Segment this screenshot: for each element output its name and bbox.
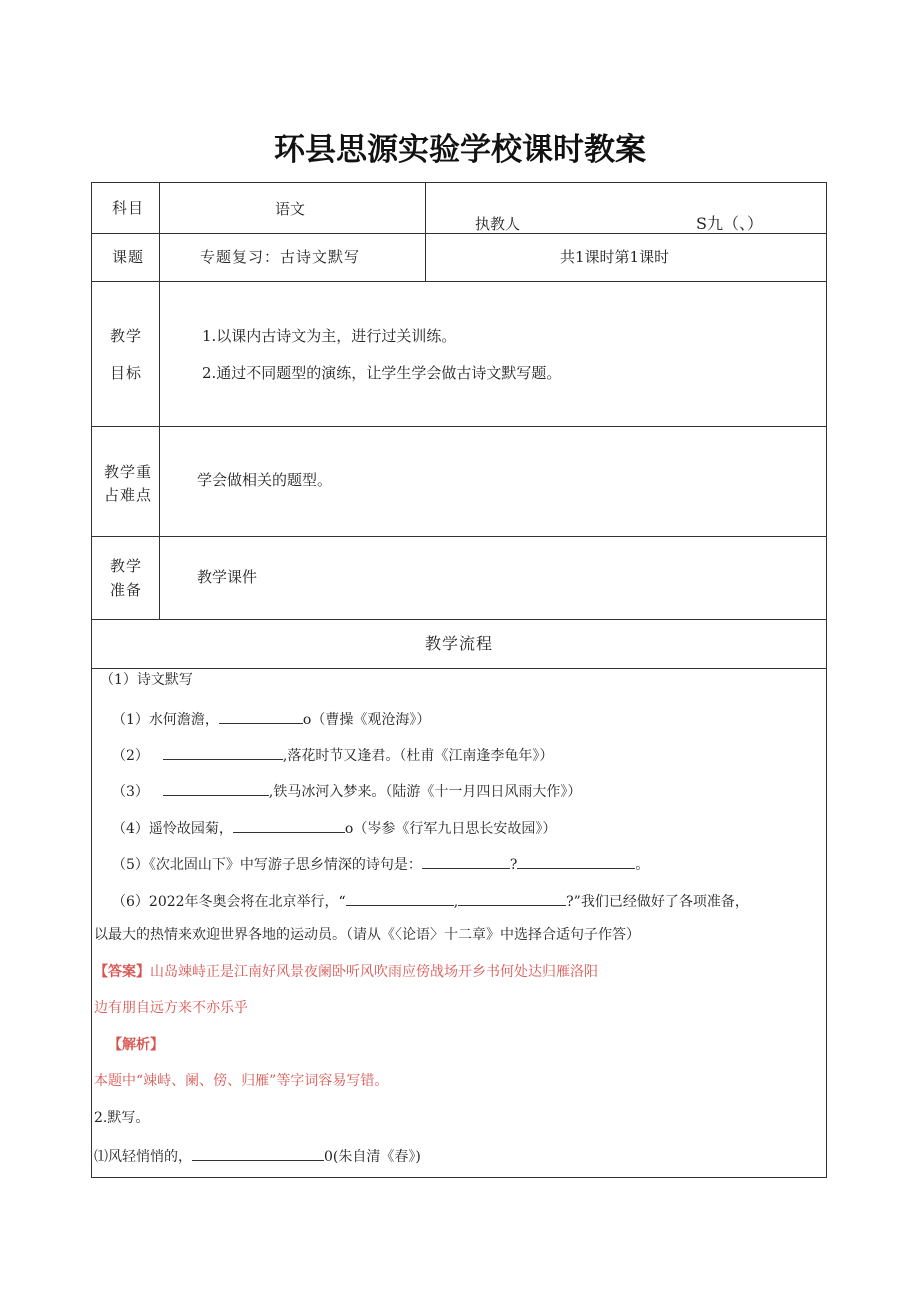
lesson-plan-table — [91, 182, 827, 1178]
goals-label-1: 教学 — [110, 327, 143, 345]
analysis-tag: 【解析】 — [108, 1037, 164, 1053]
class-value: S九（、） — [696, 214, 763, 233]
section2-question-1: ⑴风轻悄悄的， 0(朱自清《春》) — [94, 1149, 421, 1165]
goal-item-1: 1.以课内古诗文为主，进行过关训练。 — [202, 327, 457, 345]
answer-blank — [192, 1147, 324, 1161]
row-divider — [92, 426, 826, 427]
analysis-text: 本题中“竦峙、阑、傍、归雁”等字词容易写错。 — [94, 1073, 389, 1089]
row-divider — [92, 619, 826, 620]
answer-blank — [422, 855, 510, 869]
row-divider — [92, 233, 826, 234]
question-4: （4）遥怜故园菊， o（岑参《行军九日思长安故园》） — [112, 821, 557, 837]
section2-title: 2.默写。 — [94, 1110, 150, 1126]
question-1: （1）水何澹澹， o（曹操《观沧海》） — [112, 712, 431, 728]
question-6-line2: 以最大的热情来欢迎世界各地的运动员。（请从《〈论语〉十二章》中选择合适句子作答） — [94, 927, 640, 943]
answer-blank — [163, 782, 269, 796]
keypoints-value: 学会做相关的题型。 — [197, 471, 333, 489]
keypoints-label-1: 教学重 — [104, 463, 153, 481]
page-title: 环县思源实验学校课时教案 — [274, 132, 646, 168]
answer-tag: 【答案】 — [94, 964, 150, 980]
subject-value: 语文 — [275, 200, 306, 218]
answer-line-1: 【答案】山岛竦峙正是江南好风景夜阑卧听风吹雨应傍战场开乡书何处达归雁洛阳 — [94, 964, 598, 980]
row-divider — [92, 281, 826, 282]
topic-label: 课题 — [112, 248, 145, 266]
goal-item-2: 2.通过不同题型的演练，让学生学会做古诗文默写题。 — [202, 364, 562, 382]
section1-title: （1）诗文默写 — [100, 672, 193, 688]
row-divider — [92, 536, 826, 537]
question-2: （2） ,落花时节又逢君。（杜甫《江南逢李龟年》） — [112, 748, 554, 764]
answer-blank — [458, 892, 566, 906]
question-6: （6）2022年冬奥会将在北京举行，“ , ?”我们已经做好了各项准备， — [112, 894, 749, 910]
goals-label-2: 目标 — [110, 364, 143, 382]
answer-blank — [346, 892, 454, 906]
answer-blank — [219, 710, 303, 724]
topic-value: 专题复习：古诗文默写 — [200, 248, 361, 266]
question-5: （5）《次北固山下》中写游子思乡情深的诗句是： ? 。 — [112, 857, 650, 873]
answer-blank — [517, 855, 635, 869]
prep-value: 教学课件 — [197, 568, 258, 586]
column-divider — [425, 183, 426, 281]
answer-blank — [233, 819, 345, 833]
prep-label-2: 准备 — [110, 581, 143, 599]
process-heading: 教学流程 — [425, 634, 494, 653]
teacher-label: 执教人 — [475, 215, 521, 233]
subject-label: 科目 — [112, 199, 145, 217]
question-3: （3） ,铁马冰河入梦来。（陆游《十一月四日风雨大作》） — [112, 784, 582, 800]
prep-label-1: 教学 — [110, 557, 143, 575]
answer-line-2: 边有朋自远方来不亦乐乎 — [94, 1000, 248, 1016]
column-divider — [159, 183, 160, 619]
answer-blank — [163, 746, 283, 760]
row-divider — [92, 668, 826, 669]
period-value: 共1课时第1课时 — [560, 248, 670, 266]
keypoints-label-2: 占难点 — [104, 486, 153, 504]
